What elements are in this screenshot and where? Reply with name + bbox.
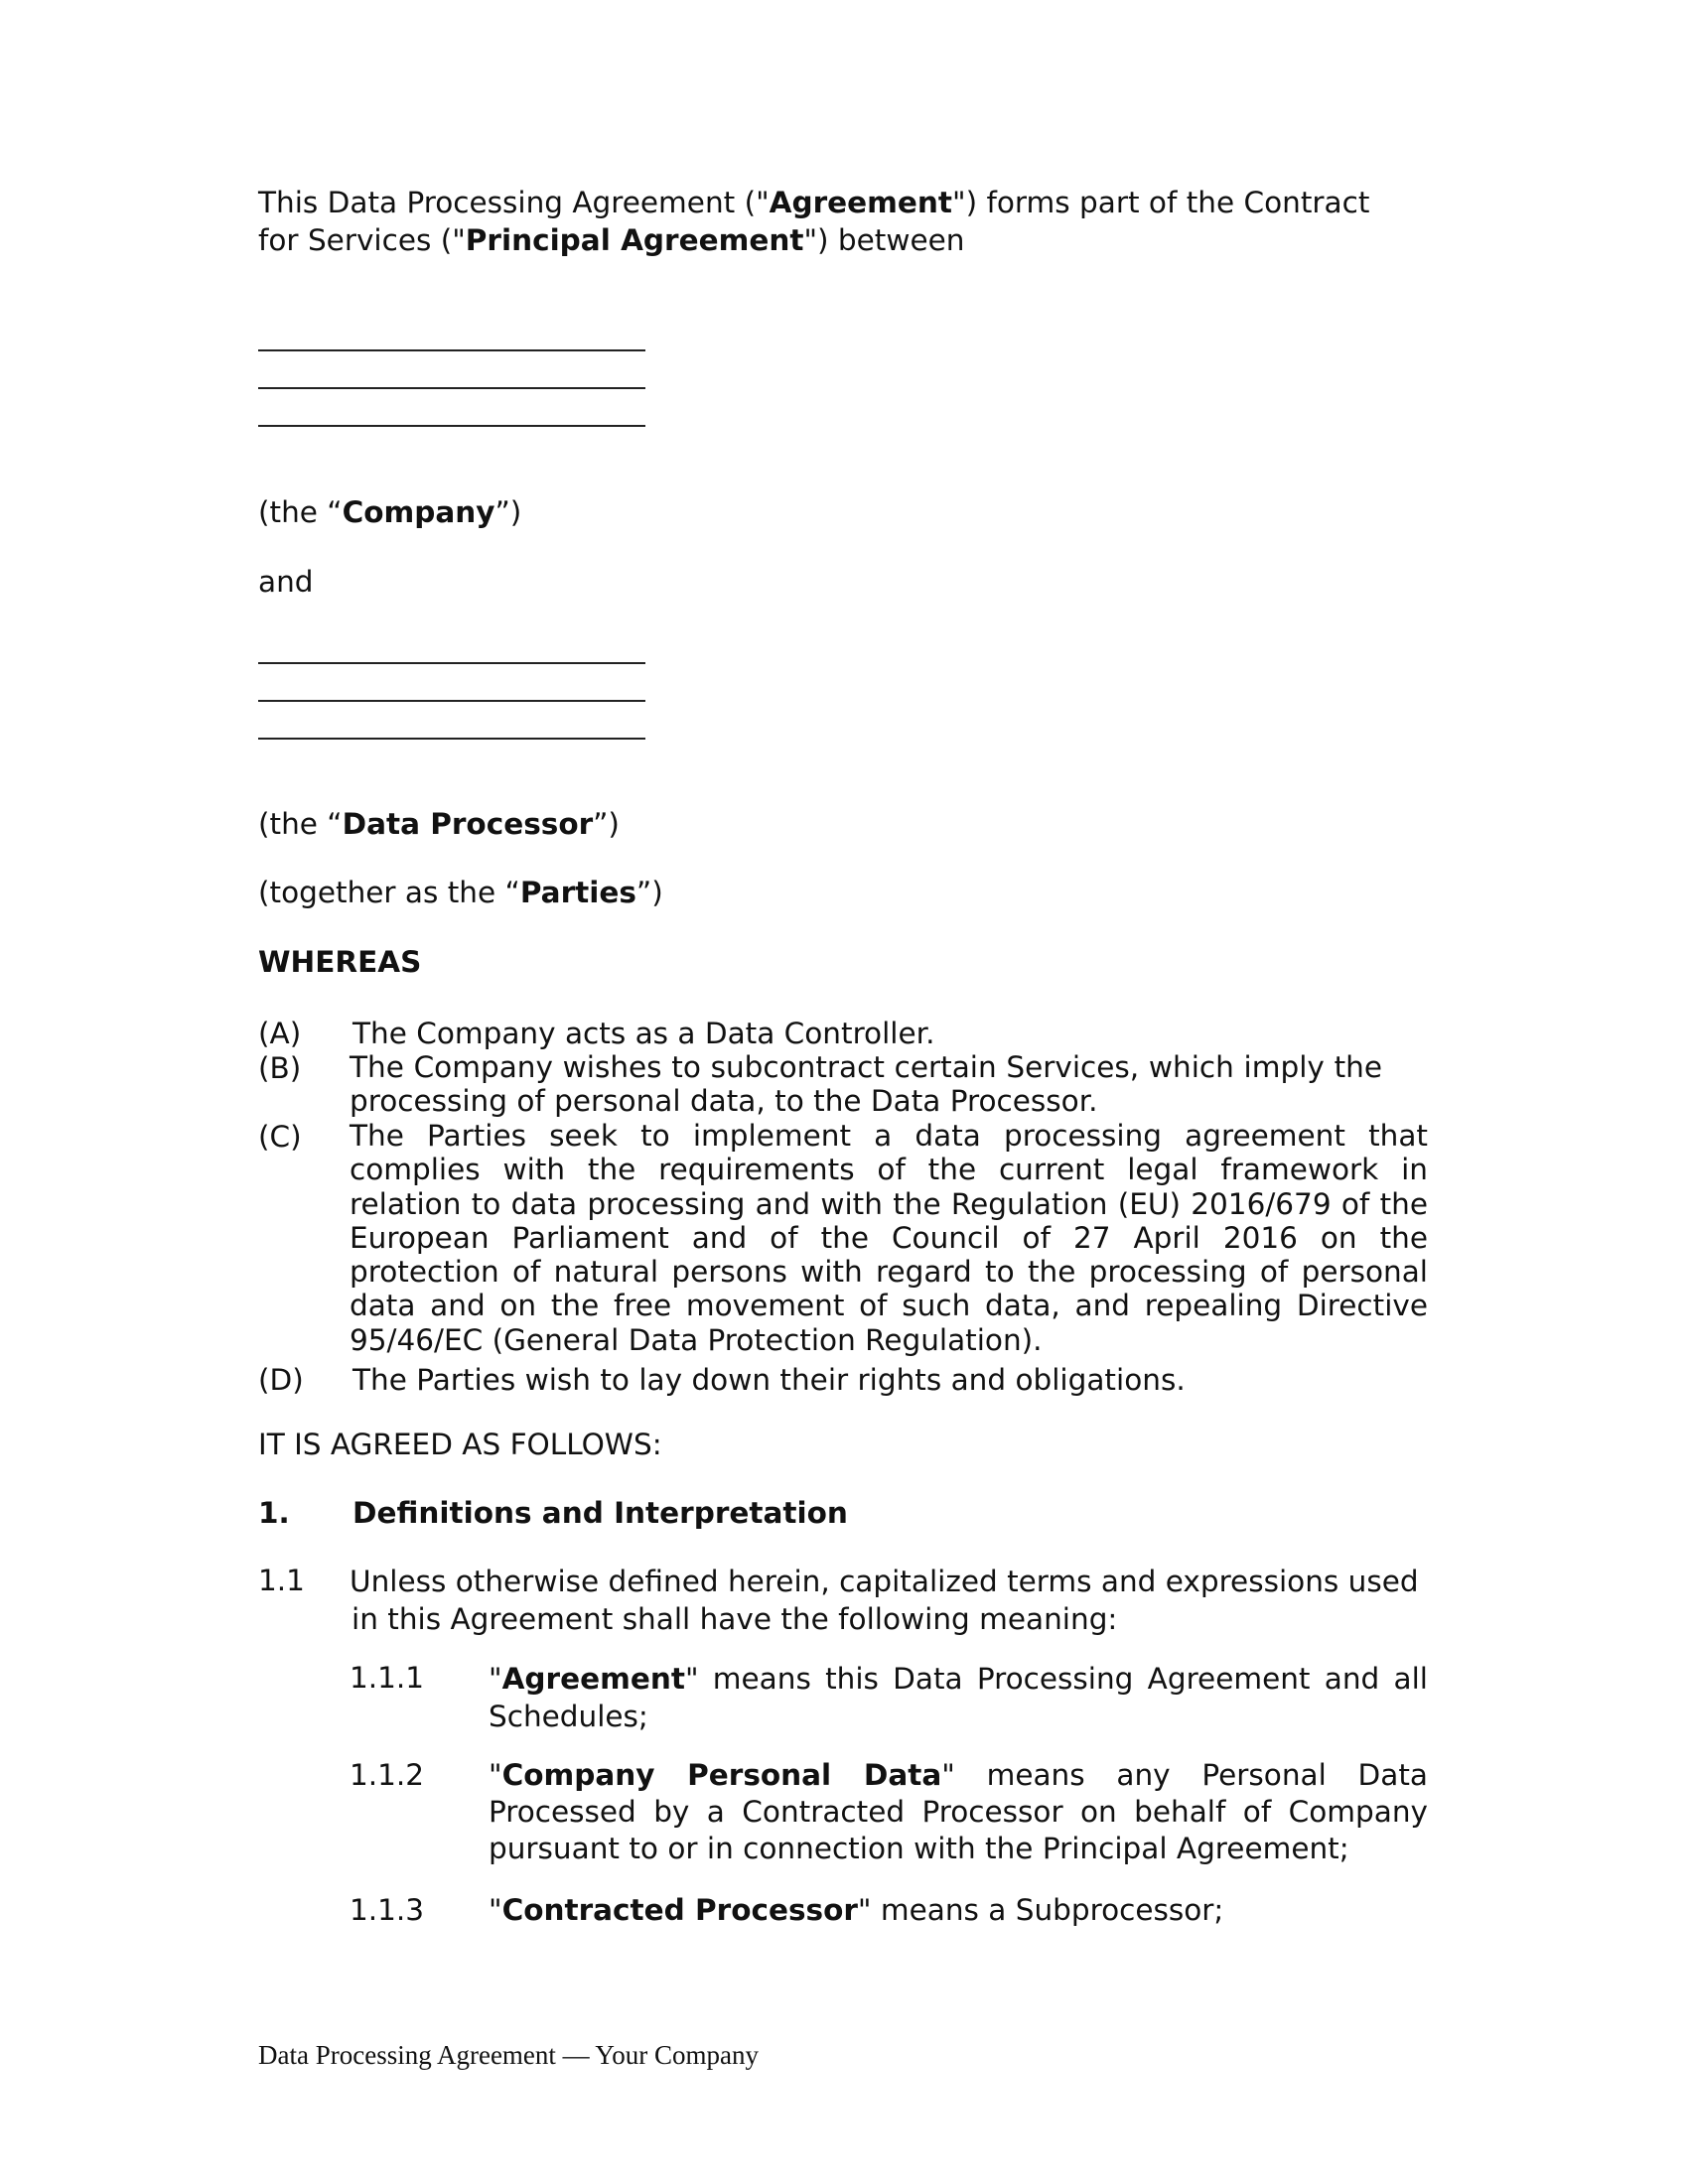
recital-b-text: The Company wishes to subcontract certain Services, which imply the processing of personal data, to the Data Processor. xyxy=(350,1050,1382,1118)
processor-blank-line xyxy=(258,738,645,740)
recital-a-text: The Company acts as a Data Controller. xyxy=(352,1017,935,1050)
section-1-number: 1. xyxy=(258,1496,290,1530)
definition-1-1-3-text: "Contracted Processor" means a Subprocessor; xyxy=(489,1893,1224,1927)
recital-d-text: The Parties wish to lay down their rights and obligations. xyxy=(352,1363,1186,1397)
principal-agreement-term: Principal Agreement xyxy=(465,223,804,257)
processor-blank-line xyxy=(258,700,645,702)
clause-1-1-text: Unless otherwise defined herein, capitalized terms and expressions used in this Agreement shall have the following meaning: xyxy=(350,1565,1419,1636)
intro-paragraph xyxy=(258,185,1369,258)
recital-b-label: (B) xyxy=(258,1051,302,1085)
parties-definition: (together as the “Parties”) xyxy=(258,876,663,909)
processor-definition: (the “Data Processor”) xyxy=(258,807,620,841)
page-footer: Data Processing Agreement — Your Company xyxy=(258,2040,759,2070)
company-blank-line xyxy=(258,387,645,389)
intro-line-1: This Data Processing Agreement ("Agreement") forms part of the Contract xyxy=(258,186,1370,219)
company-blank-line xyxy=(258,425,645,427)
agreement-term: Agreement xyxy=(769,186,953,219)
company-blank-line xyxy=(258,349,645,351)
recital-a-label: (A) xyxy=(258,1017,302,1050)
clause-1-1-number: 1.1 xyxy=(258,1564,305,1597)
intro-line-2: for Services ("Principal Agreement") between xyxy=(258,223,965,257)
and-text: and xyxy=(258,565,314,599)
agreed-text: IT IS AGREED AS FOLLOWS: xyxy=(258,1428,662,1461)
definition-1-1-3-number: 1.1.3 xyxy=(350,1893,425,1927)
definition-1-1-1-number: 1.1.1 xyxy=(350,1661,425,1695)
recital-d-label: (D) xyxy=(258,1363,304,1397)
whereas-heading: WHEREAS xyxy=(258,945,422,979)
definition-1-1-2-text: "Company Personal Data" means any Personal Data Processed by a Contracted Processor on behalf of Company pursuant to or in connection with the Principal Agreement; xyxy=(489,1758,1428,1865)
company-definition: (the “Company”) xyxy=(258,495,522,529)
definition-1-1-2-number: 1.1.2 xyxy=(350,1758,425,1792)
section-1-title: Definitions and Interpretation xyxy=(352,1496,848,1530)
recital-c-label: (C) xyxy=(258,1120,302,1154)
processor-blank-line xyxy=(258,662,645,664)
definition-1-1-1-text: "Agreement" means this Data Processing Agreement and all Schedules; xyxy=(489,1662,1428,1733)
recital-c-text: The Parties seek to implement a data processing agreement that complies with the requirements of the current legal framework in relation to data processing and with the Regulation (EU) 2016/679 of the European Parliament and of the Council of 27 April 2016 on the protection of natural persons with regard to the processing of personal data and on the free movement of such data, and repealing Directive 95/46/EC (General Data Protection Regulation). xyxy=(350,1119,1428,1357)
